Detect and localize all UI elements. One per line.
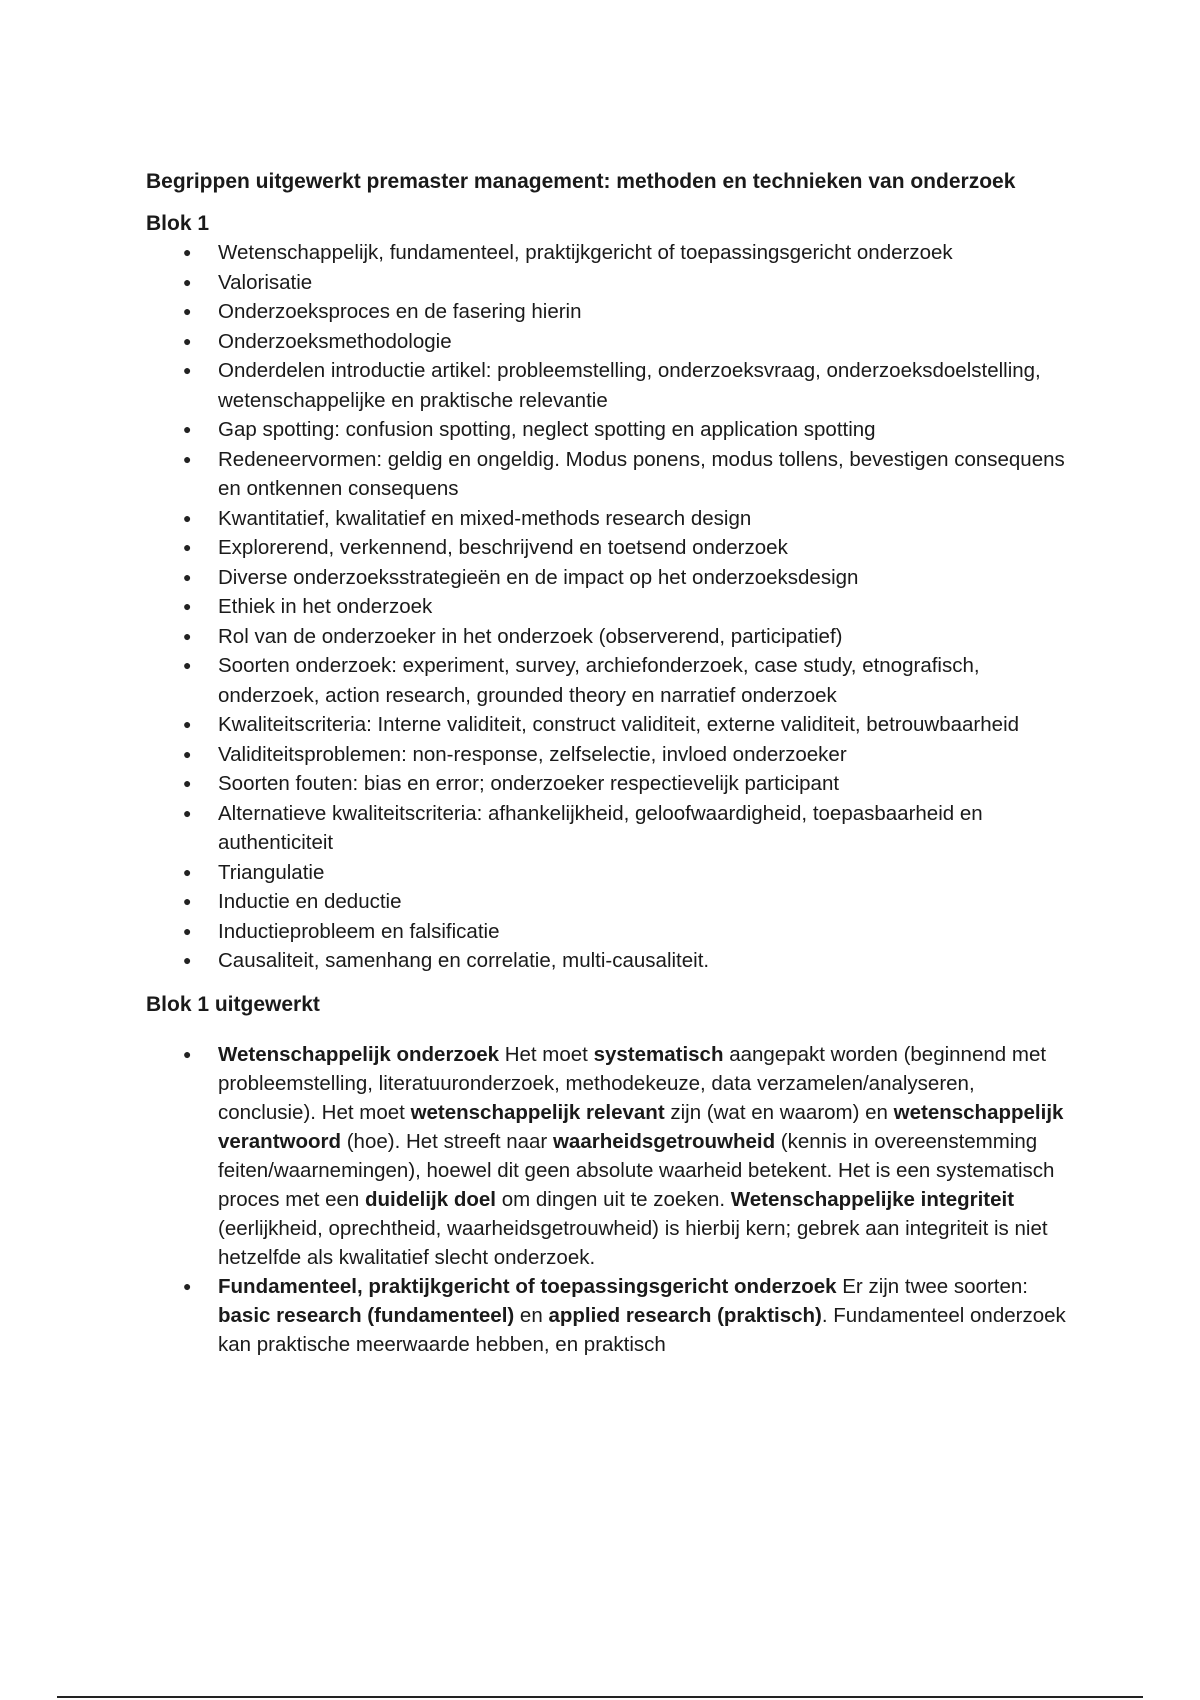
topic-list-item: ● Rol van de onderzoeker in het onderzoek (observerend, participatief) bbox=[146, 622, 1066, 652]
term-bold: applied research (praktisch) bbox=[548, 1303, 822, 1327]
topic-list-item: ● Gap spotting: confusion spotting, neglect spotting en application spotting bbox=[146, 415, 1066, 445]
document-title: Begrippen uitgewerkt premaster management: methoden en technieken van onderzoek bbox=[146, 170, 1016, 193]
term-bold: Wetenschappelijk onderzoek bbox=[218, 1042, 500, 1066]
topic-list-item: ● Inductie en deductie bbox=[146, 887, 1066, 917]
elaborated-item-fundamenteel-onderzoek bbox=[146, 1272, 1066, 1359]
topic-list-item: ● Kwaliteitscriteria: Interne validiteit, construct validiteit, externe validiteit, betrouwbaarheid bbox=[146, 710, 1066, 740]
section-heading-blok-1: Blok 1 bbox=[146, 212, 210, 235]
topic-list-item: ● Inductieprobleem en falsificatie bbox=[146, 917, 1066, 947]
topic-list-item: ● Valorisatie bbox=[146, 268, 1066, 298]
topic-list-item: ● Wetenschappelijk, fundamenteel, praktijkgericht of toepassingsgericht onderzoek bbox=[146, 238, 1066, 268]
topic-list-item: ● Causaliteit, samenhang en correlatie, multi-causaliteit. bbox=[146, 946, 1066, 976]
term-bold: basic research (fundamenteel) bbox=[218, 1303, 515, 1327]
topic-list-item: ● Triangulatie bbox=[146, 858, 1066, 888]
topic-list bbox=[146, 238, 1066, 976]
footer-divider bbox=[57, 1696, 1143, 1698]
body-text: (hoe). Het streeft naar bbox=[341, 1129, 553, 1153]
topic-list-item: ● Soorten fouten: bias en error; onderzoeker respectievelijk participant bbox=[146, 769, 1066, 799]
topic-list-item: ● Diverse onderzoeksstrategieën en de impact op het onderzoeksdesign bbox=[146, 563, 1066, 593]
body-text: en bbox=[514, 1303, 549, 1327]
body-text: Er zijn twee soorten: bbox=[836, 1274, 1028, 1298]
topic-list-item: ● Onderzoeksproces en de fasering hierin bbox=[146, 297, 1066, 327]
term-bold: Wetenschappelijke integriteit bbox=[730, 1187, 1015, 1211]
body-text: om dingen uit te zoeken. bbox=[496, 1187, 731, 1211]
term-bold: Fundamenteel, praktijkgericht of toepassingsgericht onderzoek bbox=[218, 1274, 837, 1298]
topic-list-item: ● Alternatieve kwaliteitscriteria: afhankelijkheid, geloofwaardigheid, toepasbaarheid en authenticiteit bbox=[146, 799, 1066, 858]
term-bold: wetenschappelijk relevant bbox=[410, 1100, 665, 1124]
document-page bbox=[146, 168, 1066, 1359]
body-text: (eerlijkheid, oprechtheid, waarheidsgetrouwheid) is hierbij kern; gebrek aan integriteit is niet hetzelfde als kwalitatief slecht onderzoek. bbox=[218, 1216, 1048, 1269]
topic-list-item: ● Validiteitsproblemen: non-response, zelfselectie, invloed onderzoeker bbox=[146, 740, 1066, 770]
topic-list-item: ● Explorerend, verkennend, beschrijvend en toetsend onderzoek bbox=[146, 533, 1066, 563]
body-text: . Fundamenteel onderzoek kan praktische meerwaarde hebben, en praktisch bbox=[218, 1303, 1066, 1356]
topic-list-item: ● Kwantitatief, kwalitatief en mixed-methods research design bbox=[146, 504, 1066, 534]
topic-list-item: ● Redeneervormen: geldig en ongeldig. Modus ponens, modus tollens, bevestigen consequens en ontkennen consequens bbox=[146, 445, 1066, 504]
section-heading-blok-1-uitgewerkt: Blok 1 uitgewerkt bbox=[146, 992, 320, 1016]
body-text: Het moet bbox=[499, 1042, 594, 1066]
term-bold: systematisch bbox=[593, 1042, 724, 1066]
term-bold: duidelijk doel bbox=[365, 1187, 496, 1211]
body-text: (kennis in overeenstemming feiten/waarnemingen), hoewel dit geen absolute waarheid betekent. Het is een systematisch proces met een bbox=[218, 1129, 1055, 1211]
elaborated-item-wetenschappelijk-onderzoek bbox=[146, 1040, 1066, 1272]
term-bold: wetenschappelijk verantwoord bbox=[218, 1100, 1064, 1153]
body-text: aangepakt worden (beginnend met probleemstelling, literatuuronderzoek, methodekeuze, data verzamelen/analyseren, conclusie). Het moet bbox=[218, 1042, 1047, 1124]
topic-list-item: ● Soorten onderzoek: experiment, survey, archiefonderzoek, case study, etnografisch, onderzoek, action research, grounded theory en narratief onderzoek bbox=[146, 651, 1066, 710]
body-text: zijn (wat en waarom) en bbox=[664, 1100, 894, 1124]
topic-list-item: ● Onderdelen introductie artikel: probleemstelling, onderzoeksvraag, onderzoeksdoelstelling, wetenschappelijke en praktische relevantie bbox=[146, 356, 1066, 415]
elaborated-list bbox=[146, 1040, 1066, 1359]
term-bold: waarheidsgetrouwheid bbox=[552, 1129, 776, 1153]
topic-list-item: ● Ethiek in het onderzoek bbox=[146, 592, 1066, 622]
topic-list-item: ● Onderzoeksmethodologie bbox=[146, 327, 1066, 357]
